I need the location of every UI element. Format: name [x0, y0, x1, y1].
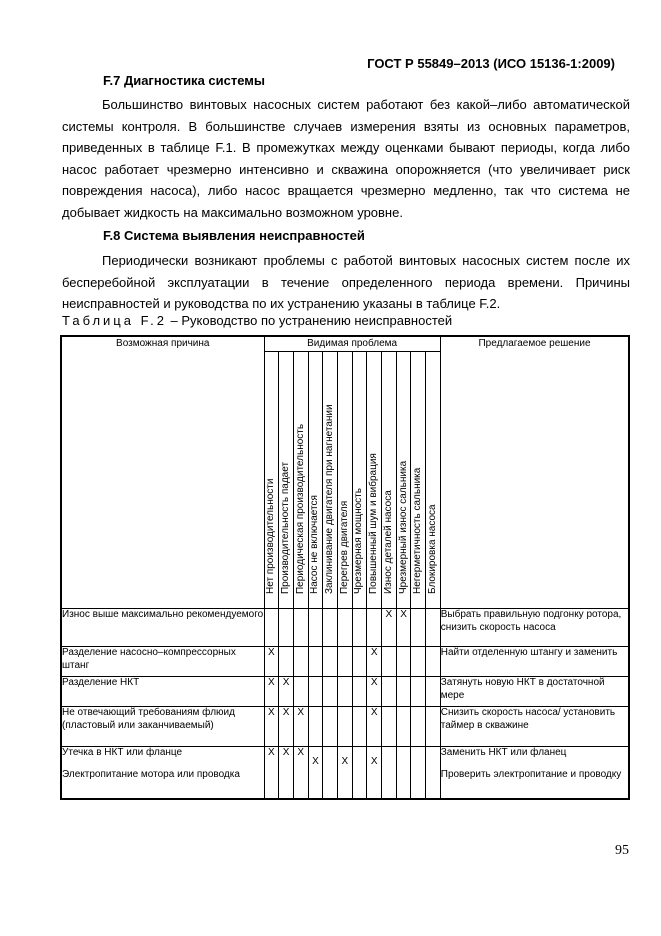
solution-text-2: Проверить электропитание и проводку — [440, 768, 622, 780]
problem-label: Заклинивание двигателя при нагнетании — [324, 404, 336, 594]
problem-label: Блокировка насоса — [426, 504, 438, 594]
solution-cell — [440, 747, 629, 799]
mark-cell — [308, 677, 323, 707]
mark-cell — [352, 647, 367, 677]
solution-cell — [440, 707, 629, 747]
table-row — [61, 609, 629, 647]
cause-text: Утечка в НКТ или фланце — [62, 747, 183, 758]
problem-header-3 — [308, 352, 323, 609]
column-header-cause: Возможная причина — [61, 336, 264, 609]
section-f7-text: Большинство винтовых насосных систем работают без какой–либо автоматической системы контроля. В большинстве случаев измерения взяты из основных параметров, приведенных в таблице F.1. В промежутках между оценками бывают периоды, когда либо насос работает чрезмерно интенсивно и скважина опорожняется (что увеличивает риск повреждения насоса), либо насос вращается чрезмерно медленно, так что система не добывает жидкость на максимально возможном уровне. — [62, 97, 630, 220]
mark-cell — [337, 747, 352, 799]
section-f8-title: F.8 Система выявления неисправностей — [103, 228, 365, 243]
solution-cell — [440, 609, 629, 647]
mark: X — [268, 707, 275, 718]
mark-cell — [279, 647, 294, 677]
cause-cell — [61, 677, 264, 707]
problem-label: Чрезмерный износ сальника — [397, 460, 409, 594]
table-row — [61, 747, 629, 799]
problem-label: Чрезмерная мощность — [353, 488, 365, 594]
mark-cell — [293, 747, 308, 799]
mark-cell — [279, 609, 294, 647]
section-f7-title: F.7 Диагностика системы — [103, 73, 266, 88]
mark-cell — [323, 747, 338, 799]
mark-cell — [426, 707, 441, 747]
problem-header-6 — [352, 352, 367, 609]
mark-cell — [411, 747, 426, 799]
mark-cell — [337, 609, 352, 647]
mark-cell — [382, 747, 397, 799]
mark-cell — [264, 647, 279, 677]
mark-cell — [279, 747, 294, 799]
mark-cell — [352, 609, 367, 647]
problem-header-2 — [293, 352, 308, 609]
mark-cell — [382, 707, 397, 747]
mark-cell — [323, 609, 338, 647]
cause-cell — [61, 707, 264, 747]
mark-cell — [352, 747, 367, 799]
mark-cell — [293, 647, 308, 677]
mark-cell — [382, 647, 397, 677]
mark-cell — [264, 747, 279, 799]
mark: X — [400, 609, 407, 620]
problem-header-11 — [426, 352, 441, 609]
mark-cell — [411, 707, 426, 747]
mark-cell — [279, 707, 294, 747]
solution-text: Снизить скорость насоса/ установить таймер в скважине — [440, 707, 616, 731]
table-caption — [62, 313, 452, 328]
problem-header-0 — [264, 352, 279, 609]
table-caption-text: – Руководство по устранению неисправностей — [166, 313, 453, 328]
mark: X — [268, 747, 275, 758]
mark-cell — [396, 707, 411, 747]
mark-cell — [352, 707, 367, 747]
problem-header-7 — [367, 352, 382, 609]
mark-cell — [337, 677, 352, 707]
mark-cell — [367, 647, 382, 677]
mark-cell — [323, 707, 338, 747]
document-header: ГОСТ Р 55849–2013 (ИСО 15136-1:2009) — [367, 56, 615, 71]
solution-text: Выбрать правильную подгонку ротора, снизить скорость насоса — [440, 609, 622, 633]
solution-text: Затянуть новую НКТ в достаточной мере — [440, 677, 605, 701]
table-row — [61, 677, 629, 707]
solution-cell — [440, 677, 629, 707]
problem-header-8 — [382, 352, 397, 609]
cause-text: Разделение НКТ — [62, 677, 140, 688]
mark-cell — [396, 647, 411, 677]
column-header-solution: Предлагаемое решение — [440, 336, 629, 609]
mark: X — [268, 647, 275, 658]
problem-label: Повышенный шум и вибрация — [368, 453, 380, 594]
problem-label: Перегрев двигателя — [338, 500, 350, 594]
mark-cell — [382, 677, 397, 707]
mark: X — [385, 609, 393, 620]
mark-cell — [293, 609, 308, 647]
mark: X — [282, 677, 290, 688]
mark-cell — [396, 609, 411, 647]
mark-cell — [293, 707, 308, 747]
problem-label: Периодическая производительность — [294, 423, 306, 594]
mark-cell — [308, 647, 323, 677]
mark-2: X — [370, 756, 378, 767]
mark-cell — [337, 707, 352, 747]
problem-label: Насос не включается — [309, 495, 321, 594]
mark-cell — [396, 677, 411, 707]
mark-cell — [308, 707, 323, 747]
page-number: 95 — [615, 843, 629, 858]
mark-cell — [264, 707, 279, 747]
table-caption-label: Таблица F.2 — [62, 313, 167, 328]
cause-cell — [61, 609, 264, 647]
mark-cell — [337, 647, 352, 677]
mark-cell — [367, 707, 382, 747]
mark-cell — [308, 609, 323, 647]
cause-text: Разделение насосно–компрессорных штанг — [62, 647, 236, 671]
mark-cell — [411, 609, 426, 647]
mark: X — [370, 707, 378, 718]
mark-cell — [367, 677, 382, 707]
problem-header-4 — [323, 352, 338, 609]
problem-label: Производительность падает — [280, 461, 292, 594]
problem-label: Износ деталей насоса — [382, 490, 394, 594]
cause-cell — [61, 647, 264, 677]
mark: X — [370, 677, 378, 688]
mark-cell — [323, 677, 338, 707]
problem-header-9 — [396, 352, 411, 609]
mark-cell — [367, 609, 382, 647]
mark: X — [297, 747, 305, 758]
cause-text-2: Электропитание мотора или проводка — [62, 768, 240, 780]
mark-cell — [411, 647, 426, 677]
mark-2: X — [312, 756, 319, 767]
problem-label: Нет производительности — [265, 478, 277, 594]
mark-cell — [293, 677, 308, 707]
section-f8-text: Периодически возникают проблемы с работой винтовых насосных систем после их бесперебойной эксплуатации в течение определенного периода времени. Причины неисправностей и руководства по их устранению указаны в таблице F.2. — [62, 253, 630, 311]
mark-cell — [279, 677, 294, 707]
mark: X — [297, 707, 305, 718]
solution-text: Найти отделенную штангу и заменить — [440, 647, 618, 658]
mark-2: X — [341, 756, 349, 767]
mark-cell — [367, 747, 382, 799]
mark-cell — [264, 609, 279, 647]
cause-text: Износ выше максимально рекомендуемого — [62, 609, 264, 620]
troubleshooting-table — [60, 335, 630, 800]
solution-text: Заменить НКТ или фланец — [440, 747, 567, 758]
table-row — [61, 647, 629, 677]
mark-cell — [426, 647, 441, 677]
mark-cell — [382, 609, 397, 647]
cause-text: Не отвечающий требованиям флюид (пластовый или заканчиваемый) — [62, 707, 235, 731]
mark: X — [268, 677, 275, 688]
mark: X — [282, 707, 290, 718]
mark: X — [282, 747, 290, 758]
mark-cell — [308, 747, 323, 799]
mark-cell — [426, 747, 441, 799]
mark-cell — [323, 647, 338, 677]
mark: X — [370, 647, 378, 658]
problem-label: Негерметичность сальника — [412, 467, 424, 594]
mark-cell — [426, 677, 441, 707]
mark-cell — [396, 747, 411, 799]
mark-cell — [264, 677, 279, 707]
mark-cell — [411, 677, 426, 707]
problem-header-5 — [337, 352, 352, 609]
mark-cell — [426, 609, 441, 647]
table-row — [61, 707, 629, 747]
problem-header-1 — [279, 352, 294, 609]
solution-cell — [440, 647, 629, 677]
problem-header-10 — [411, 352, 426, 609]
cause-cell — [61, 747, 264, 799]
column-header-problem: Видимая проблема — [264, 336, 440, 352]
mark-cell — [352, 677, 367, 707]
